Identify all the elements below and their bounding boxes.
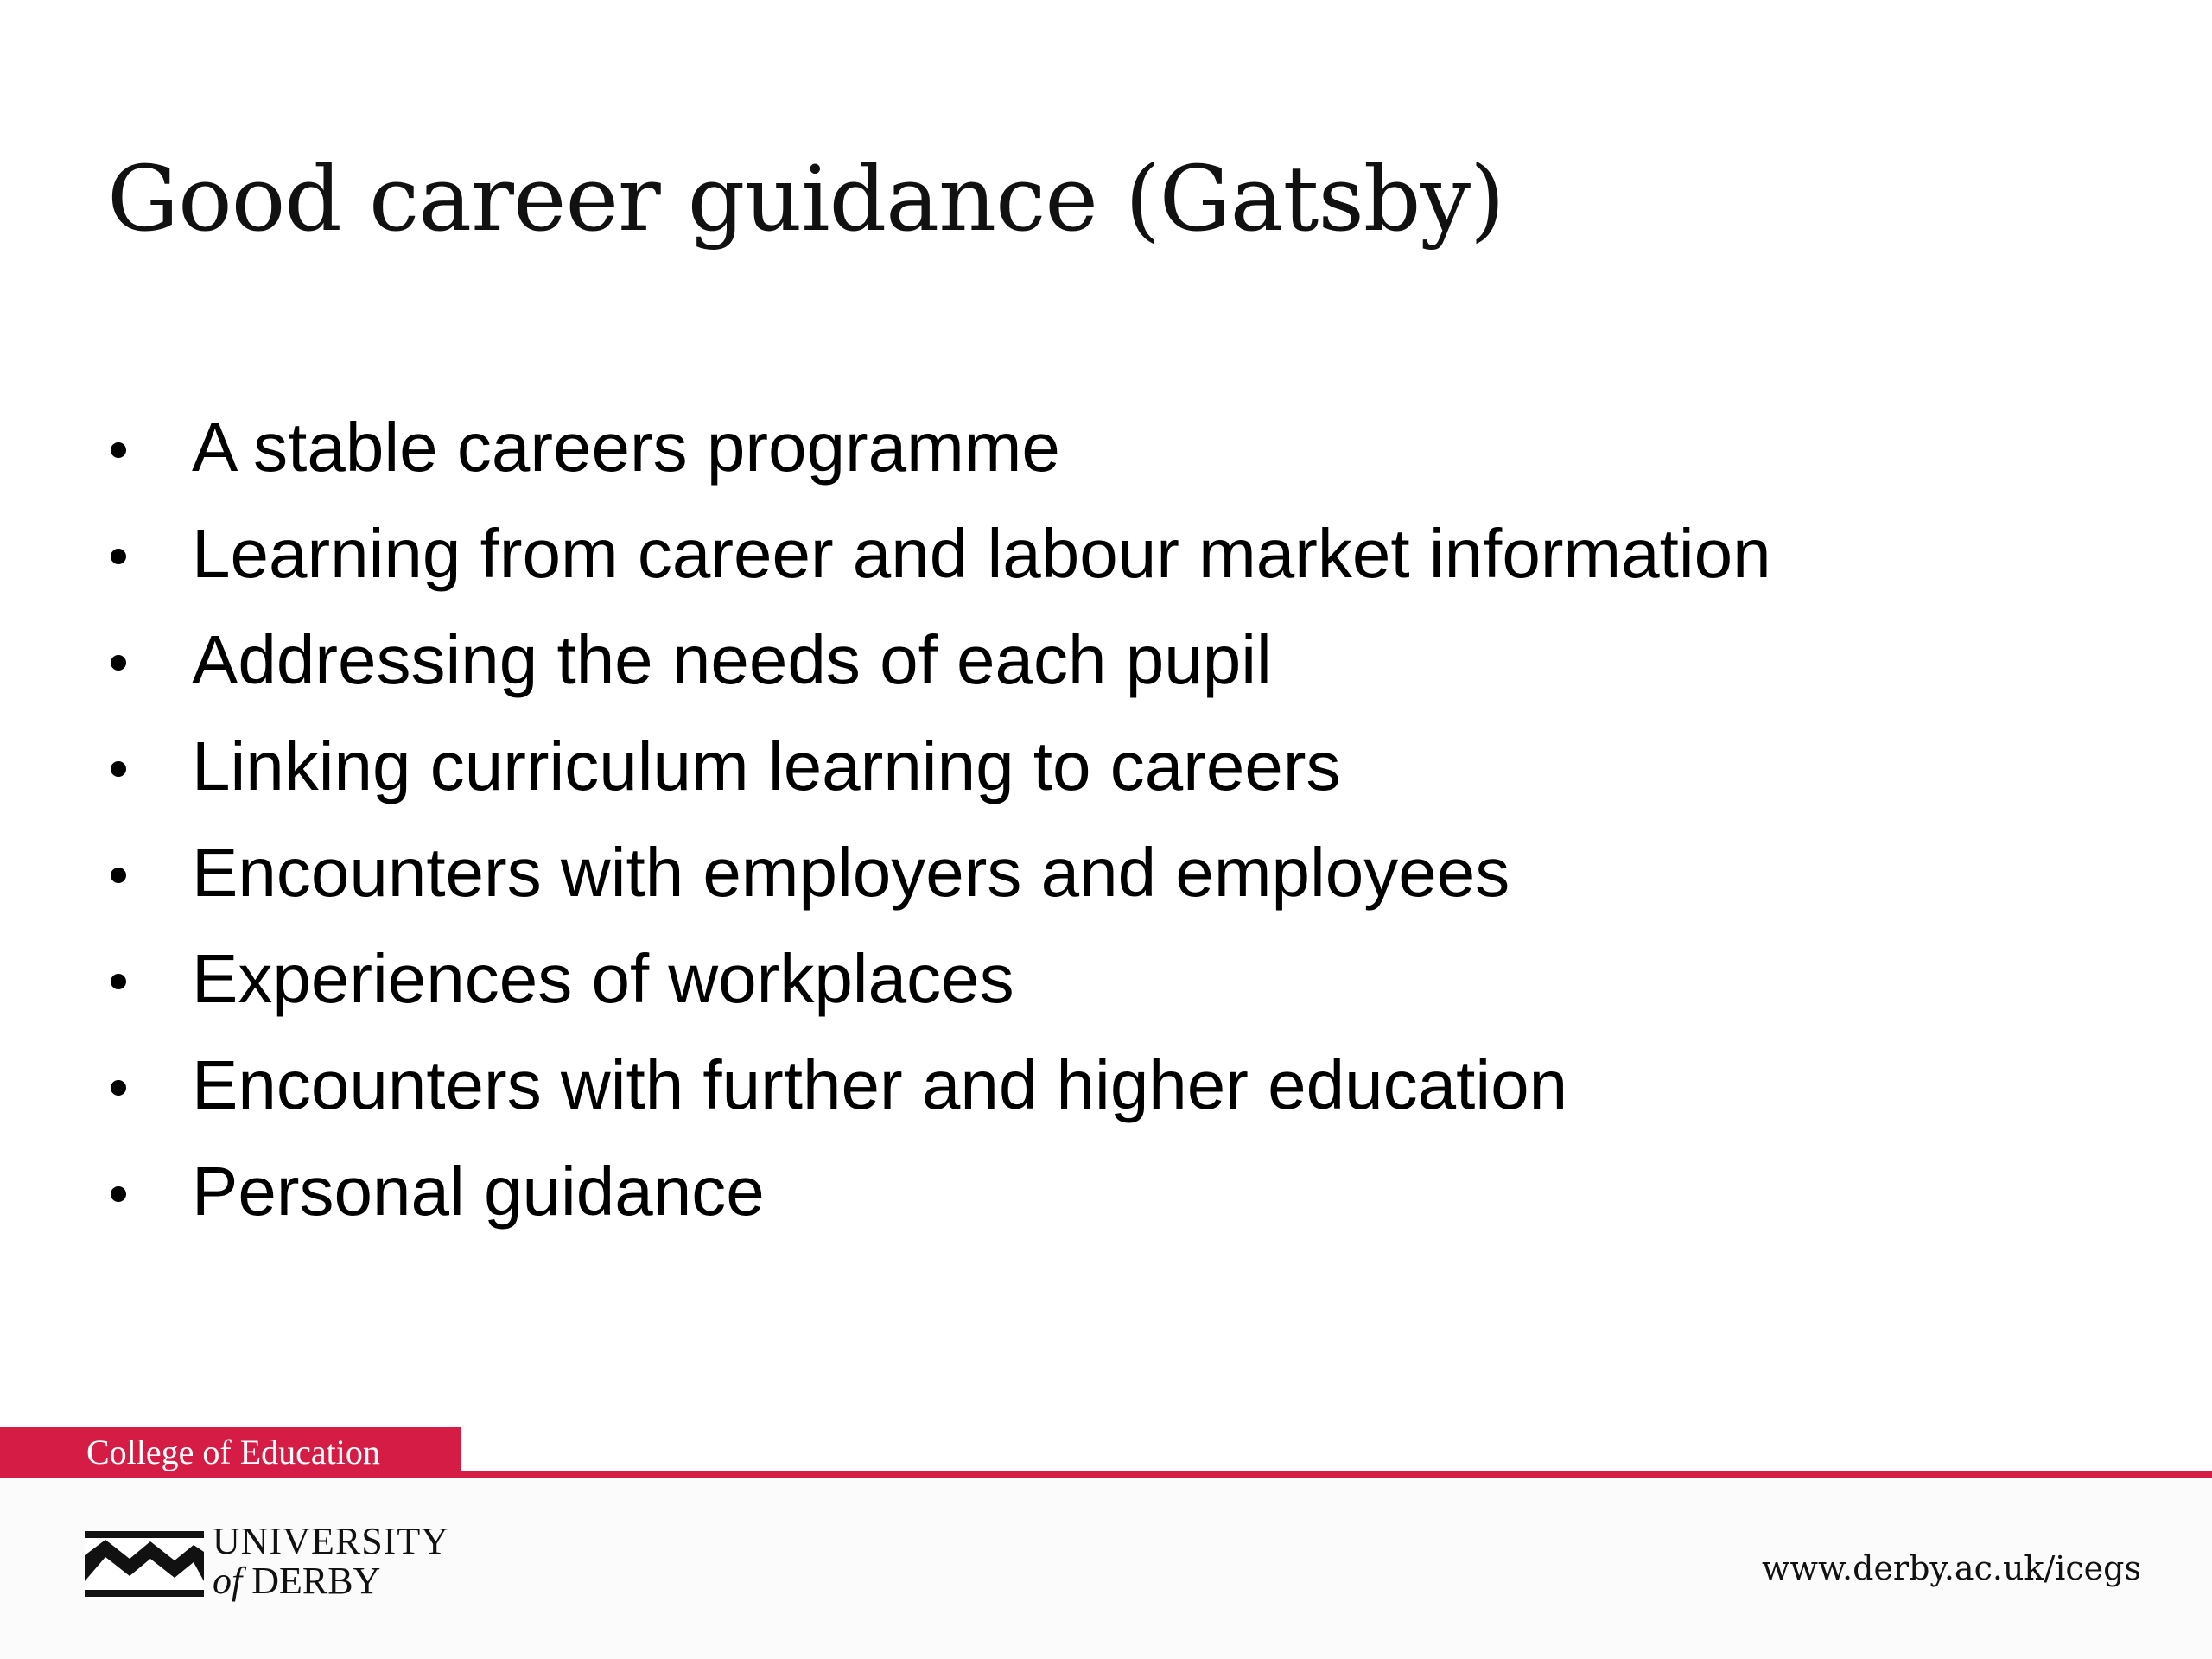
logo-of-text: of — [213, 1560, 243, 1602]
bullet-text: Encounters with employers and employees — [192, 833, 1510, 911]
bullet-dot-icon — [111, 442, 126, 458]
bullet-text: Personal guidance — [192, 1152, 765, 1230]
bullet-dot-icon — [111, 868, 126, 883]
bullet-text: A stable careers programme — [192, 408, 1060, 486]
logo-wordmark-line1: UNIVERSITY — [213, 1520, 449, 1562]
department-label: College of Education — [86, 1433, 380, 1471]
university-logo-icon — [85, 1529, 204, 1599]
bullet-text: Encounters with further and higher education — [192, 1046, 1568, 1123]
bullet-dot-icon — [111, 1080, 126, 1096]
bullet-dot-icon — [111, 549, 126, 564]
bullet-dot-icon — [111, 974, 126, 989]
bullet-text: Linking curriculum learning to careers — [192, 727, 1341, 804]
bullet-dot-icon — [111, 1186, 126, 1202]
bullet-text: Experiences of workplaces — [192, 939, 1014, 1017]
bullet-dot-icon — [111, 655, 126, 671]
bullet-dot-icon — [111, 761, 126, 777]
website-url: www.derby.ac.uk/icegs — [1761, 1549, 2141, 1587]
bullet-text: Learning from career and labour market information — [192, 514, 1771, 592]
logo-wordmark-line2 — [213, 1560, 380, 1602]
slide-title: Good career guidance (Gatsby) — [107, 146, 1504, 251]
logo-derby-text: DERBY — [242, 1560, 381, 1602]
bullet-text: Addressing the needs of each pupil — [192, 620, 1272, 698]
